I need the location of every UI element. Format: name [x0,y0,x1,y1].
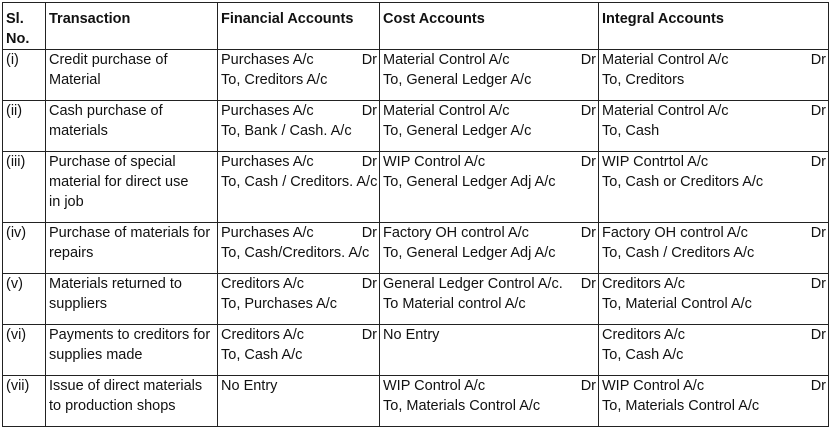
integral-entry-cell [599,376,829,427]
transaction-line: Issue of direct materials [49,378,203,394]
integral-entry-cell [599,152,829,223]
dr-marker: Dr [810,103,826,119]
dr-marker: Dr [810,225,826,241]
debit-account: Purchases A/c [221,103,314,119]
dr-marker: Dr [810,327,826,343]
header-financial-accounts: Financial Accounts [218,3,380,50]
table-row [3,325,829,376]
financial-entry-cell [218,376,380,427]
credit-account: To, Creditors A/c [221,72,328,88]
table-row [3,223,829,274]
financial-entry-cell [218,50,380,101]
integral-entry-cell [599,223,829,274]
debit-account: No Entry [383,327,440,343]
debit-line [383,274,595,294]
credit-account: To, Purchases A/c [221,296,338,312]
transaction-cell [46,325,218,376]
header-sl-no [3,3,46,50]
debit-account: General Ledger Control A/c. [383,276,563,292]
transaction-line: Payments to creditors for [49,327,211,343]
credit-account: To, Cash A/c [602,347,684,363]
integral-entry-cell [599,274,829,325]
dr-marker: Dr [361,225,377,241]
integral-entry-cell [599,325,829,376]
sl-cell: (vii) [3,376,46,427]
dr-marker: Dr [361,52,377,68]
transaction-cell [46,101,218,152]
transaction-cell [46,376,218,427]
debit-account: Creditors A/c [221,276,304,292]
transaction-line: Cash purchase of [49,103,163,119]
credit-account: To, Cash/Creditors. A/c [221,245,370,261]
dr-marker: Dr [361,154,377,170]
dr-marker: Dr [580,378,596,394]
debit-line [602,325,825,345]
debit-line [383,50,595,70]
credit-account: To, Bank / Cash. A/c [221,123,352,139]
credit-account: To, General Ledger Adj A/c [383,245,556,261]
debit-account: Creditors A/c [602,276,685,292]
debit-line [383,376,595,396]
transaction-line: Purchase of special [49,154,176,170]
transaction-cell [46,50,218,101]
transaction-line: materials [49,123,108,139]
cost-entry-cell [380,325,599,376]
header-integral-accounts: Integral Accounts [599,3,829,50]
financial-entry-cell [218,223,380,274]
credit-account: To, General Ledger A/c [383,72,532,88]
debit-account: Purchases A/c [221,52,314,68]
debit-line [602,101,825,121]
credit-account: To, Cash [602,123,660,139]
debit-account: Creditors A/c [602,327,685,343]
debit-line [221,101,376,121]
transaction-line: supplies made [49,347,143,363]
debit-line [221,223,376,243]
header-cost-accounts: Cost Accounts [380,3,599,50]
debit-account: Factory OH control A/c [602,225,748,241]
debit-account: Purchases A/c [221,225,314,241]
transaction-cell [46,223,218,274]
transaction-line: in job [49,194,84,210]
dr-marker: Dr [580,154,596,170]
dr-marker: Dr [810,154,826,170]
cost-entry-cell [380,223,599,274]
debit-account: Purchases A/c [221,154,314,170]
dr-marker: Dr [361,103,377,119]
debit-line [602,152,825,172]
table-row [3,274,829,325]
header-no-line: No. [6,31,30,47]
debit-line [383,152,595,172]
dr-marker: Dr [580,103,596,119]
dr-marker: Dr [361,276,377,292]
dr-marker: Dr [361,327,377,343]
financial-entry-cell [218,274,380,325]
table-row [3,152,829,223]
debit-line [383,101,595,121]
debit-account: No Entry [221,378,278,394]
debit-line [383,223,595,243]
credit-account: To Material control A/c [383,296,526,312]
dr-marker: Dr [810,378,826,394]
debit-line [602,50,825,70]
dr-marker: Dr [810,52,826,68]
sl-cell: (ii) [3,101,46,152]
credit-account: To, Cash / Creditors A/c [602,245,755,261]
sl-cell: (i) [3,50,46,101]
credit-account: To, Cash A/c [221,347,303,363]
debit-account: Factory OH control A/c [383,225,529,241]
debit-account: Material Control A/c [383,52,510,68]
debit-line [221,50,376,70]
credit-account: To, Creditors [602,72,685,88]
debit-account: Material Control A/c [602,52,729,68]
credit-account: To, Cash or Creditors A/c [602,174,764,190]
debit-account: Material Control A/c [383,103,510,119]
credit-account: To, Materials Control A/c [602,398,760,414]
transaction-line: Material [49,72,101,88]
debit-line [221,325,376,345]
debit-account: WIP Control A/c [383,378,486,394]
header-sl-line: Sl. [6,11,24,27]
sl-cell: (iii) [3,152,46,223]
debit-line [221,274,376,294]
debit-line [221,152,376,172]
cost-entry-cell [380,152,599,223]
debit-account: WIP Control A/c [383,154,486,170]
table-row [3,50,829,101]
transaction-line: Materials returned to [49,276,182,292]
debit-line [221,376,376,396]
transaction-line: Credit purchase of [49,52,168,68]
transaction-cell [46,274,218,325]
sl-cell: (vi) [3,325,46,376]
table-row [3,376,829,427]
cost-entry-cell [380,50,599,101]
debit-line [602,274,825,294]
dr-marker: Dr [810,276,826,292]
debit-account: Material Control A/c [602,103,729,119]
credit-account: To, Material Control A/c [602,296,752,312]
debit-line [602,376,825,396]
financial-entry-cell [218,325,380,376]
transaction-line: material for direct use [49,174,189,190]
sl-cell: (v) [3,274,46,325]
integral-entry-cell [599,50,829,101]
debit-account: WIP Control A/c [602,378,705,394]
transaction-line: suppliers [49,296,108,312]
debit-line [602,223,825,243]
dr-marker: Dr [580,52,596,68]
transaction-cell [46,152,218,223]
financial-entry-cell [218,152,380,223]
financial-entry-cell [218,101,380,152]
cost-entry-cell [380,376,599,427]
table-row [3,101,829,152]
header-transaction: Transaction [46,3,218,50]
credit-account: To, General Ledger A/c [383,123,532,139]
credit-account: To, Cash / Creditors. A/c [221,174,378,190]
debit-line [383,325,595,345]
cost-entry-cell [380,274,599,325]
header-row [3,3,829,50]
transaction-line: Purchase of materials for [49,225,211,241]
accounting-entries-table [2,2,829,427]
dr-marker: Dr [580,225,596,241]
credit-account: To, Materials Control A/c [383,398,541,414]
dr-marker: Dr [580,276,596,292]
transaction-line: repairs [49,245,94,261]
integral-entry-cell [599,101,829,152]
debit-account: WIP Contrtol A/c [602,154,709,170]
transaction-line: to production shops [49,398,176,414]
sl-cell: (iv) [3,223,46,274]
cost-entry-cell [380,101,599,152]
debit-account: Creditors A/c [221,327,304,343]
credit-account: To, General Ledger Adj A/c [383,174,556,190]
